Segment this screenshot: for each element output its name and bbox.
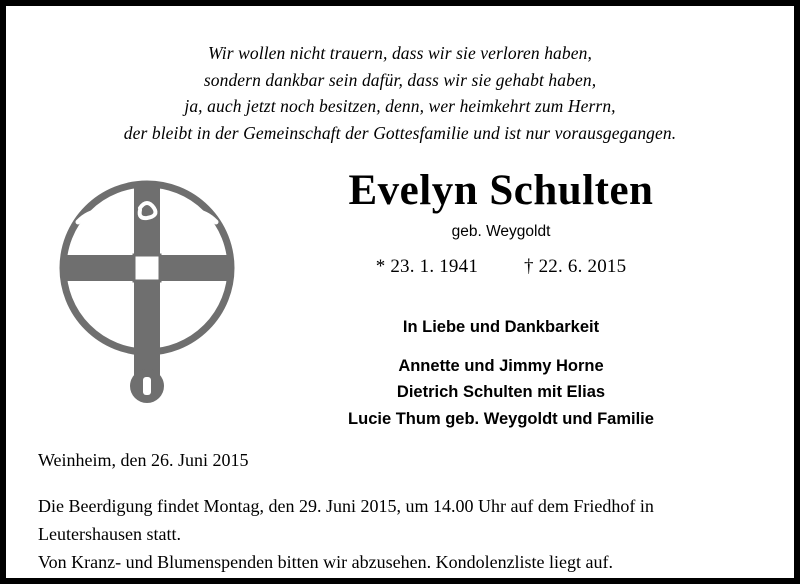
verse-line-2: sondern dankbar sein dafür, dass wir sie gehabt haben, [203,69,597,90]
birth-date: * 23. 1. 1941 [375,255,479,277]
life-dates [262,256,740,278]
verse-line-4: der bleibt in der Gemeinschaft der Gottesfamilie und ist nur vorausgegangen. [123,122,677,143]
place-and-date: Weinheim, den 26. Juni 2015 [38,449,249,470]
footer-block [32,447,768,575]
mourner-name: Dietrich Schulten mit Elias [396,383,606,402]
mourner-name: Annette und Jimmy Horne [398,356,604,375]
mourners-lead: In Liebe und Dankbarkeit [402,317,600,336]
maiden-name: geb. Weygoldt [451,222,551,240]
main-content [32,164,768,432]
funeral-info-line-2: Leutershausen statt. [38,524,181,545]
celtic-cross-icon [54,178,240,406]
deceased-details [262,164,768,432]
verse-line-1: Wir wollen nicht trauern, dass wir sie verloren haben, [208,43,592,63]
death-date: † 22. 6. 2015 [523,255,627,277]
mourner-name: Lucie Thum geb. Weygoldt und Familie [348,410,654,429]
deceased-name: Evelyn Schulten [348,167,654,215]
notice-inner [6,6,794,578]
verse-line-3: ja, auch jetzt noch besitzen, denn, wer heimkehrt zum Herrn, [184,96,616,117]
flowers-note: Von Kranz- und Blumenspenden bitten wir abzusehen. Kondolenzliste liegt auf. [38,552,614,573]
memorial-verse [32,40,768,146]
emblem-area [32,164,262,406]
funeral-info-line-1: Die Beerdigung findet Montag, den 29. Juni 2015, um 14.00 Uhr auf dem Friedhof in [38,495,654,516]
mourners-block [262,314,740,433]
